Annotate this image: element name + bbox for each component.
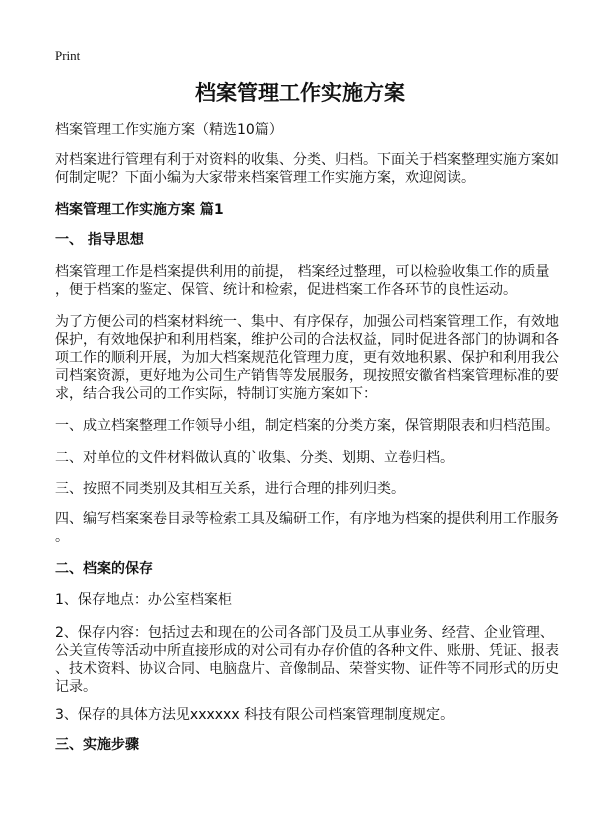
storage-location: 1、保存地点：办公室档案柜 — [55, 592, 232, 608]
line: 。 — [55, 529, 69, 545]
heading-implementation-steps: 三、实施步骤 — [55, 737, 139, 753]
line: 公关宣传等活动中所直接形成的对公司有办存价值的各种文件、账册、凭证、报表 — [55, 643, 559, 659]
heading-guiding-thought: 一、 指导思想 — [55, 232, 144, 248]
line: 求，结合我公司的工作实际，特制订实施方案如下： — [55, 386, 377, 402]
line: ，便于档案的鉴定、保管、统计和检索，促进档案工作各环节的良性运动。 — [55, 282, 517, 298]
paragraph — [55, 313, 559, 403]
line: 、技术资料、协议合同、电脑盘片、音像制品、荣誉实物、证件等不同形式的历史 — [55, 661, 559, 677]
line: 为了方便公司的档案材料统一、集中、有序保存，加强公司档案管理工作，有效地 — [55, 314, 559, 330]
print-link[interactable]: Print — [55, 48, 81, 63]
paragraph — [55, 263, 555, 299]
intro-paragraph — [55, 151, 559, 187]
section-heading: 档案管理工作实施方案 篇1 — [55, 202, 224, 218]
line: 司档案资源，更好地为公司生产销售等发展服务，现按照安徽省档案管理标准的要 — [55, 368, 559, 384]
list-item: 二、对单位的文件材料做认真的`收集、分类、划期、立卷归档。 — [55, 450, 454, 466]
list-item: 一、成立档案整理工作领导小组，制定档案的分类方案，保管期限表和归档范围。 — [55, 418, 559, 434]
subtitle: 档案管理工作实施方案（精选10篇） — [55, 122, 283, 138]
line: 对档案进行管理有利于对资料的收集、分类、归档。下面关于档案整理实施方案如 — [55, 152, 559, 168]
line: 何制定呢？下面小编为大家带来档案管理工作实施方案，欢迎阅读。 — [55, 170, 475, 186]
line: 2、保存内容：包括过去和现在的公司各部门及员工从事业务、经营、企业管理、 — [55, 625, 554, 641]
heading-storage: 二、档案的保存 — [55, 561, 153, 577]
page-title: 档案管理工作实施方案 — [195, 81, 405, 105]
line: 记录。 — [55, 679, 97, 695]
storage-content — [55, 624, 559, 696]
line: 档案管理工作是档案提供利用的前提， 档案经过整理，可以检验收集工作的质量 — [55, 264, 550, 280]
line: 保护，有效地保护和利用档案，维护公司的合法权益，同时促进各部门的协调和各 — [55, 332, 559, 348]
line: 四、编写档案案卷目录等检索工具及编研工作，有序地为档案的提供利用工作服务 — [55, 511, 559, 527]
list-item: 三、按照不同类别及其相互关系，进行合理的排列归类。 — [55, 481, 405, 497]
storage-method: 3、保存的具体方法见xxxxxx 科技有限公司档案管理制度规定。 — [55, 707, 455, 723]
line: 项工作的顺利开展，为加大档案规范化管理力度，更有效地积累、保护和利用我公 — [55, 350, 559, 366]
list-item — [55, 510, 559, 546]
